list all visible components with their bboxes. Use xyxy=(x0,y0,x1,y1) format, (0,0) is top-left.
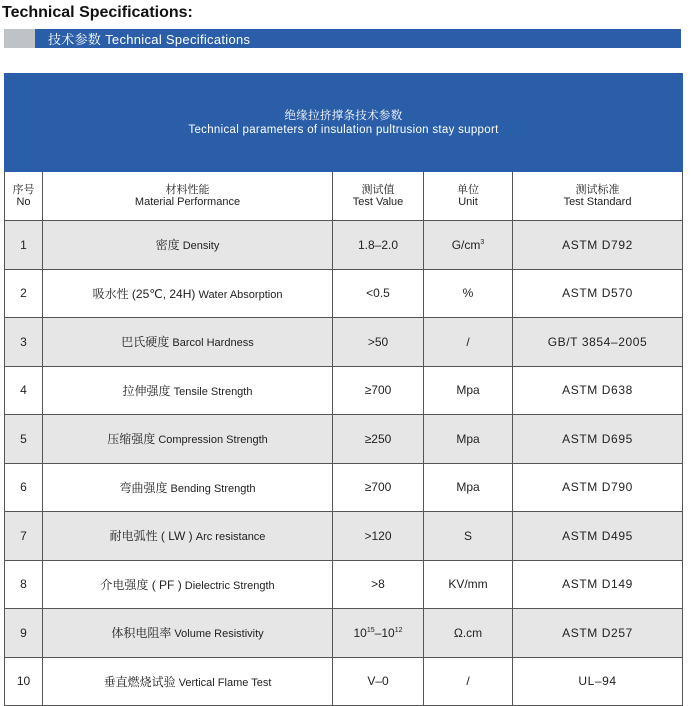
material-performance xyxy=(43,463,333,512)
table-row xyxy=(5,512,683,561)
unit-base: % xyxy=(462,286,474,301)
column-header-performance: 材料性能 Material Performance xyxy=(43,172,333,221)
test-value: >50 xyxy=(333,318,424,367)
row-number: 5 xyxy=(5,415,43,464)
column-header-test-value: 测试值 Test Value xyxy=(333,172,424,221)
performance-en: Tensile Strength xyxy=(173,385,253,398)
test-value: V–0 xyxy=(333,657,424,706)
unit xyxy=(424,463,513,512)
performance-en: Arc resistance xyxy=(195,531,266,544)
column-header-unit: 单位 Unit xyxy=(424,172,513,221)
table-row xyxy=(5,560,683,609)
unit xyxy=(424,221,513,270)
test-value: >120 xyxy=(333,512,424,561)
performance-en: Volume Resistivity xyxy=(174,628,264,641)
test-value-part: –10 xyxy=(374,625,395,640)
row-number: 4 xyxy=(5,366,43,415)
table-row xyxy=(5,463,683,512)
row-number: 9 xyxy=(5,609,43,658)
material-performance xyxy=(43,366,333,415)
material-performance xyxy=(43,221,333,270)
test-value xyxy=(333,609,424,658)
unit xyxy=(424,318,513,367)
unit-base: Mpa xyxy=(456,480,480,495)
test-value-part: 10 xyxy=(353,625,367,640)
material-performance xyxy=(43,657,333,706)
performance-cn: 巴氏硬度 xyxy=(121,335,170,350)
performance-cn: 耐电弧性 ( LW ) xyxy=(109,529,193,544)
row-number: 7 xyxy=(5,512,43,561)
unit-base: Mpa xyxy=(456,431,480,446)
page-title: Technical Specifications: xyxy=(2,4,193,21)
unit xyxy=(424,657,513,706)
test-value: 1.8–2.0 xyxy=(333,221,424,270)
table-row xyxy=(5,609,683,658)
row-number: 2 xyxy=(5,269,43,318)
table-row xyxy=(5,366,683,415)
unit xyxy=(424,512,513,561)
test-standard: ASTM D790 xyxy=(513,463,683,512)
row-number: 3 xyxy=(5,318,43,367)
unit-base: KV/mm xyxy=(448,577,488,592)
material-performance xyxy=(43,318,333,367)
table-row xyxy=(5,269,683,318)
performance-cn: 压缩强度 xyxy=(107,432,156,447)
test-value: ≥700 xyxy=(333,366,424,415)
test-value-part: 12 xyxy=(394,626,403,634)
unit xyxy=(424,560,513,609)
unit xyxy=(424,269,513,318)
section-bar-accent xyxy=(4,29,35,48)
table-row xyxy=(5,221,683,270)
unit-superscript: 3 xyxy=(480,238,485,246)
material-performance xyxy=(43,269,333,318)
material-performance xyxy=(43,415,333,464)
section-header-bar xyxy=(4,29,681,48)
test-value-part: 15 xyxy=(366,626,375,634)
section-bar-label: 技术参数 Technical Specifications xyxy=(48,32,251,47)
row-number: 1 xyxy=(5,221,43,270)
unit-base: S xyxy=(463,528,472,543)
test-standard: GB/T 3854–2005 xyxy=(513,318,683,367)
unit-base: G/cm xyxy=(451,237,481,252)
test-value: ≥700 xyxy=(333,463,424,512)
unit-base: / xyxy=(466,674,470,689)
performance-en: Compression Strength xyxy=(158,434,268,447)
column-header-test-standard: 测试标准 Test Standard xyxy=(513,172,683,221)
table-title-en: Technical parameters of insulation pultrusion stay support xyxy=(188,123,499,136)
performance-cn: 拉伸强度 xyxy=(122,383,171,398)
table-title xyxy=(5,74,683,172)
test-standard: ASTM D257 xyxy=(513,609,683,658)
table-header-row xyxy=(5,172,683,221)
test-standard: ASTM D570 xyxy=(513,269,683,318)
unit-base: Mpa xyxy=(456,383,480,398)
row-number: 8 xyxy=(5,560,43,609)
performance-cn: 垂直燃烧试验 xyxy=(103,674,176,689)
test-standard: ASTM D638 xyxy=(513,366,683,415)
unit-base: / xyxy=(466,334,470,349)
unit-base: Ω.cm xyxy=(453,625,483,640)
table-row xyxy=(5,415,683,464)
material-performance xyxy=(43,512,333,561)
performance-en: Water Absorption xyxy=(198,288,283,301)
unit xyxy=(424,415,513,464)
table-row xyxy=(5,657,683,706)
performance-cn: 介电强度 ( PF ) xyxy=(100,577,182,592)
spec-table xyxy=(4,73,683,706)
test-value: >8 xyxy=(333,560,424,609)
test-value: <0.5 xyxy=(333,269,424,318)
performance-en: Barcol Hardness xyxy=(172,337,254,350)
column-header-no: 序号 No xyxy=(5,172,43,221)
table-title-cn: 绝缘拉挤撑条技术参数 xyxy=(284,109,403,122)
row-number: 6 xyxy=(5,463,43,512)
test-value: ≥250 xyxy=(333,415,424,464)
test-standard: ASTM D495 xyxy=(513,512,683,561)
performance-en: Vertical Flame Test xyxy=(178,676,272,689)
performance-cn: 弯曲强度 xyxy=(119,480,168,495)
unit xyxy=(424,366,513,415)
test-standard: ASTM D792 xyxy=(513,221,683,270)
performance-cn: 体积电阻率 xyxy=(111,626,172,641)
test-standard: ASTM D695 xyxy=(513,415,683,464)
material-performance xyxy=(43,560,333,609)
performance-en: Density xyxy=(182,240,220,253)
performance-en: Bending Strength xyxy=(170,482,256,495)
performance-cn: 吸水性 (25℃, 24H) xyxy=(92,286,196,301)
table-row xyxy=(5,318,683,367)
unit xyxy=(424,609,513,658)
performance-en: Dielectric Strength xyxy=(184,579,275,592)
row-number: 10 xyxy=(5,657,43,706)
material-performance xyxy=(43,609,333,658)
test-standard: ASTM D149 xyxy=(513,560,683,609)
performance-cn: 密度 xyxy=(155,238,180,253)
test-standard: UL–94 xyxy=(513,657,683,706)
